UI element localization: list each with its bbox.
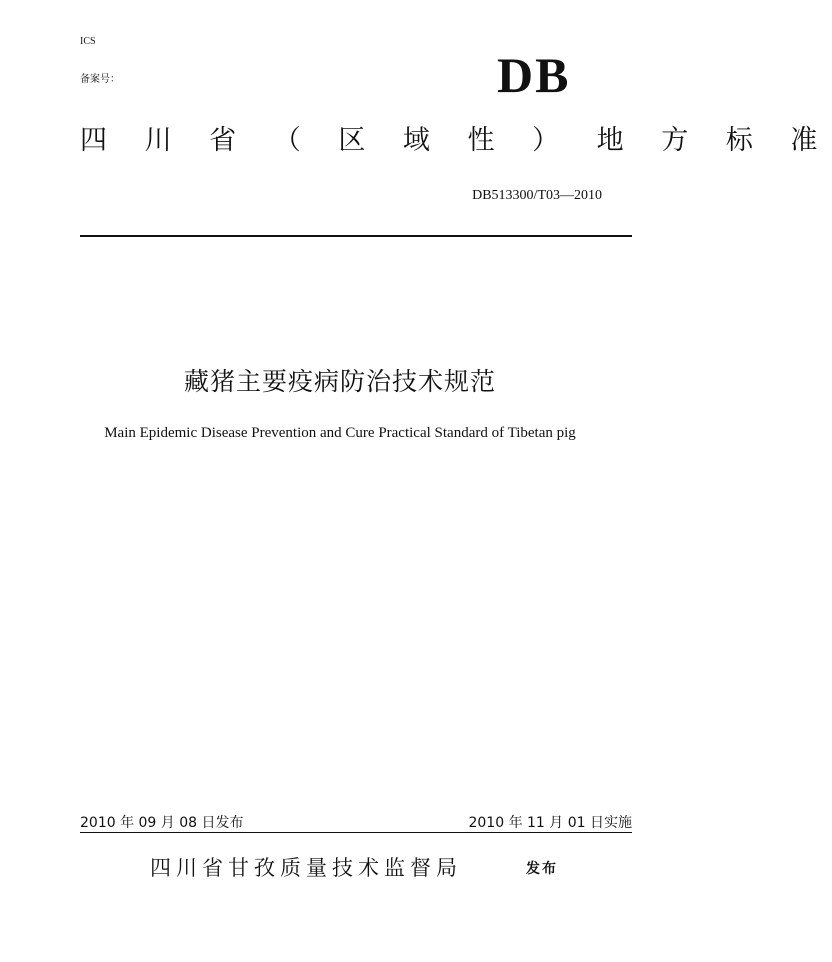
publish-date: 2010 年 09 月 08 日发布 xyxy=(80,815,244,831)
standard-number: DB513300/T03—2010 xyxy=(472,188,602,203)
db-mark: DB xyxy=(497,47,571,103)
ics-label: ICS xyxy=(80,36,96,47)
issuing-authority-suffix: 发布 xyxy=(526,861,558,877)
standard-category-title: 四 川 省 （ 区 域 性 ） 地 方 标 准 xyxy=(80,125,832,156)
implement-date: 2010 年 11 月 01 日实施 xyxy=(468,815,632,831)
document-subtitle: Main Epidemic Disease Prevention and Cure Practical Standard of Tibetan pig xyxy=(104,425,576,441)
top-divider xyxy=(80,235,632,237)
record-number-label: 备案号： xyxy=(80,74,120,85)
document-title: 藏猪主要疫病防治技术规范 xyxy=(183,367,496,396)
bottom-divider xyxy=(80,832,632,833)
issuing-authority: 四川省甘孜质量技术监督局 xyxy=(150,856,462,880)
